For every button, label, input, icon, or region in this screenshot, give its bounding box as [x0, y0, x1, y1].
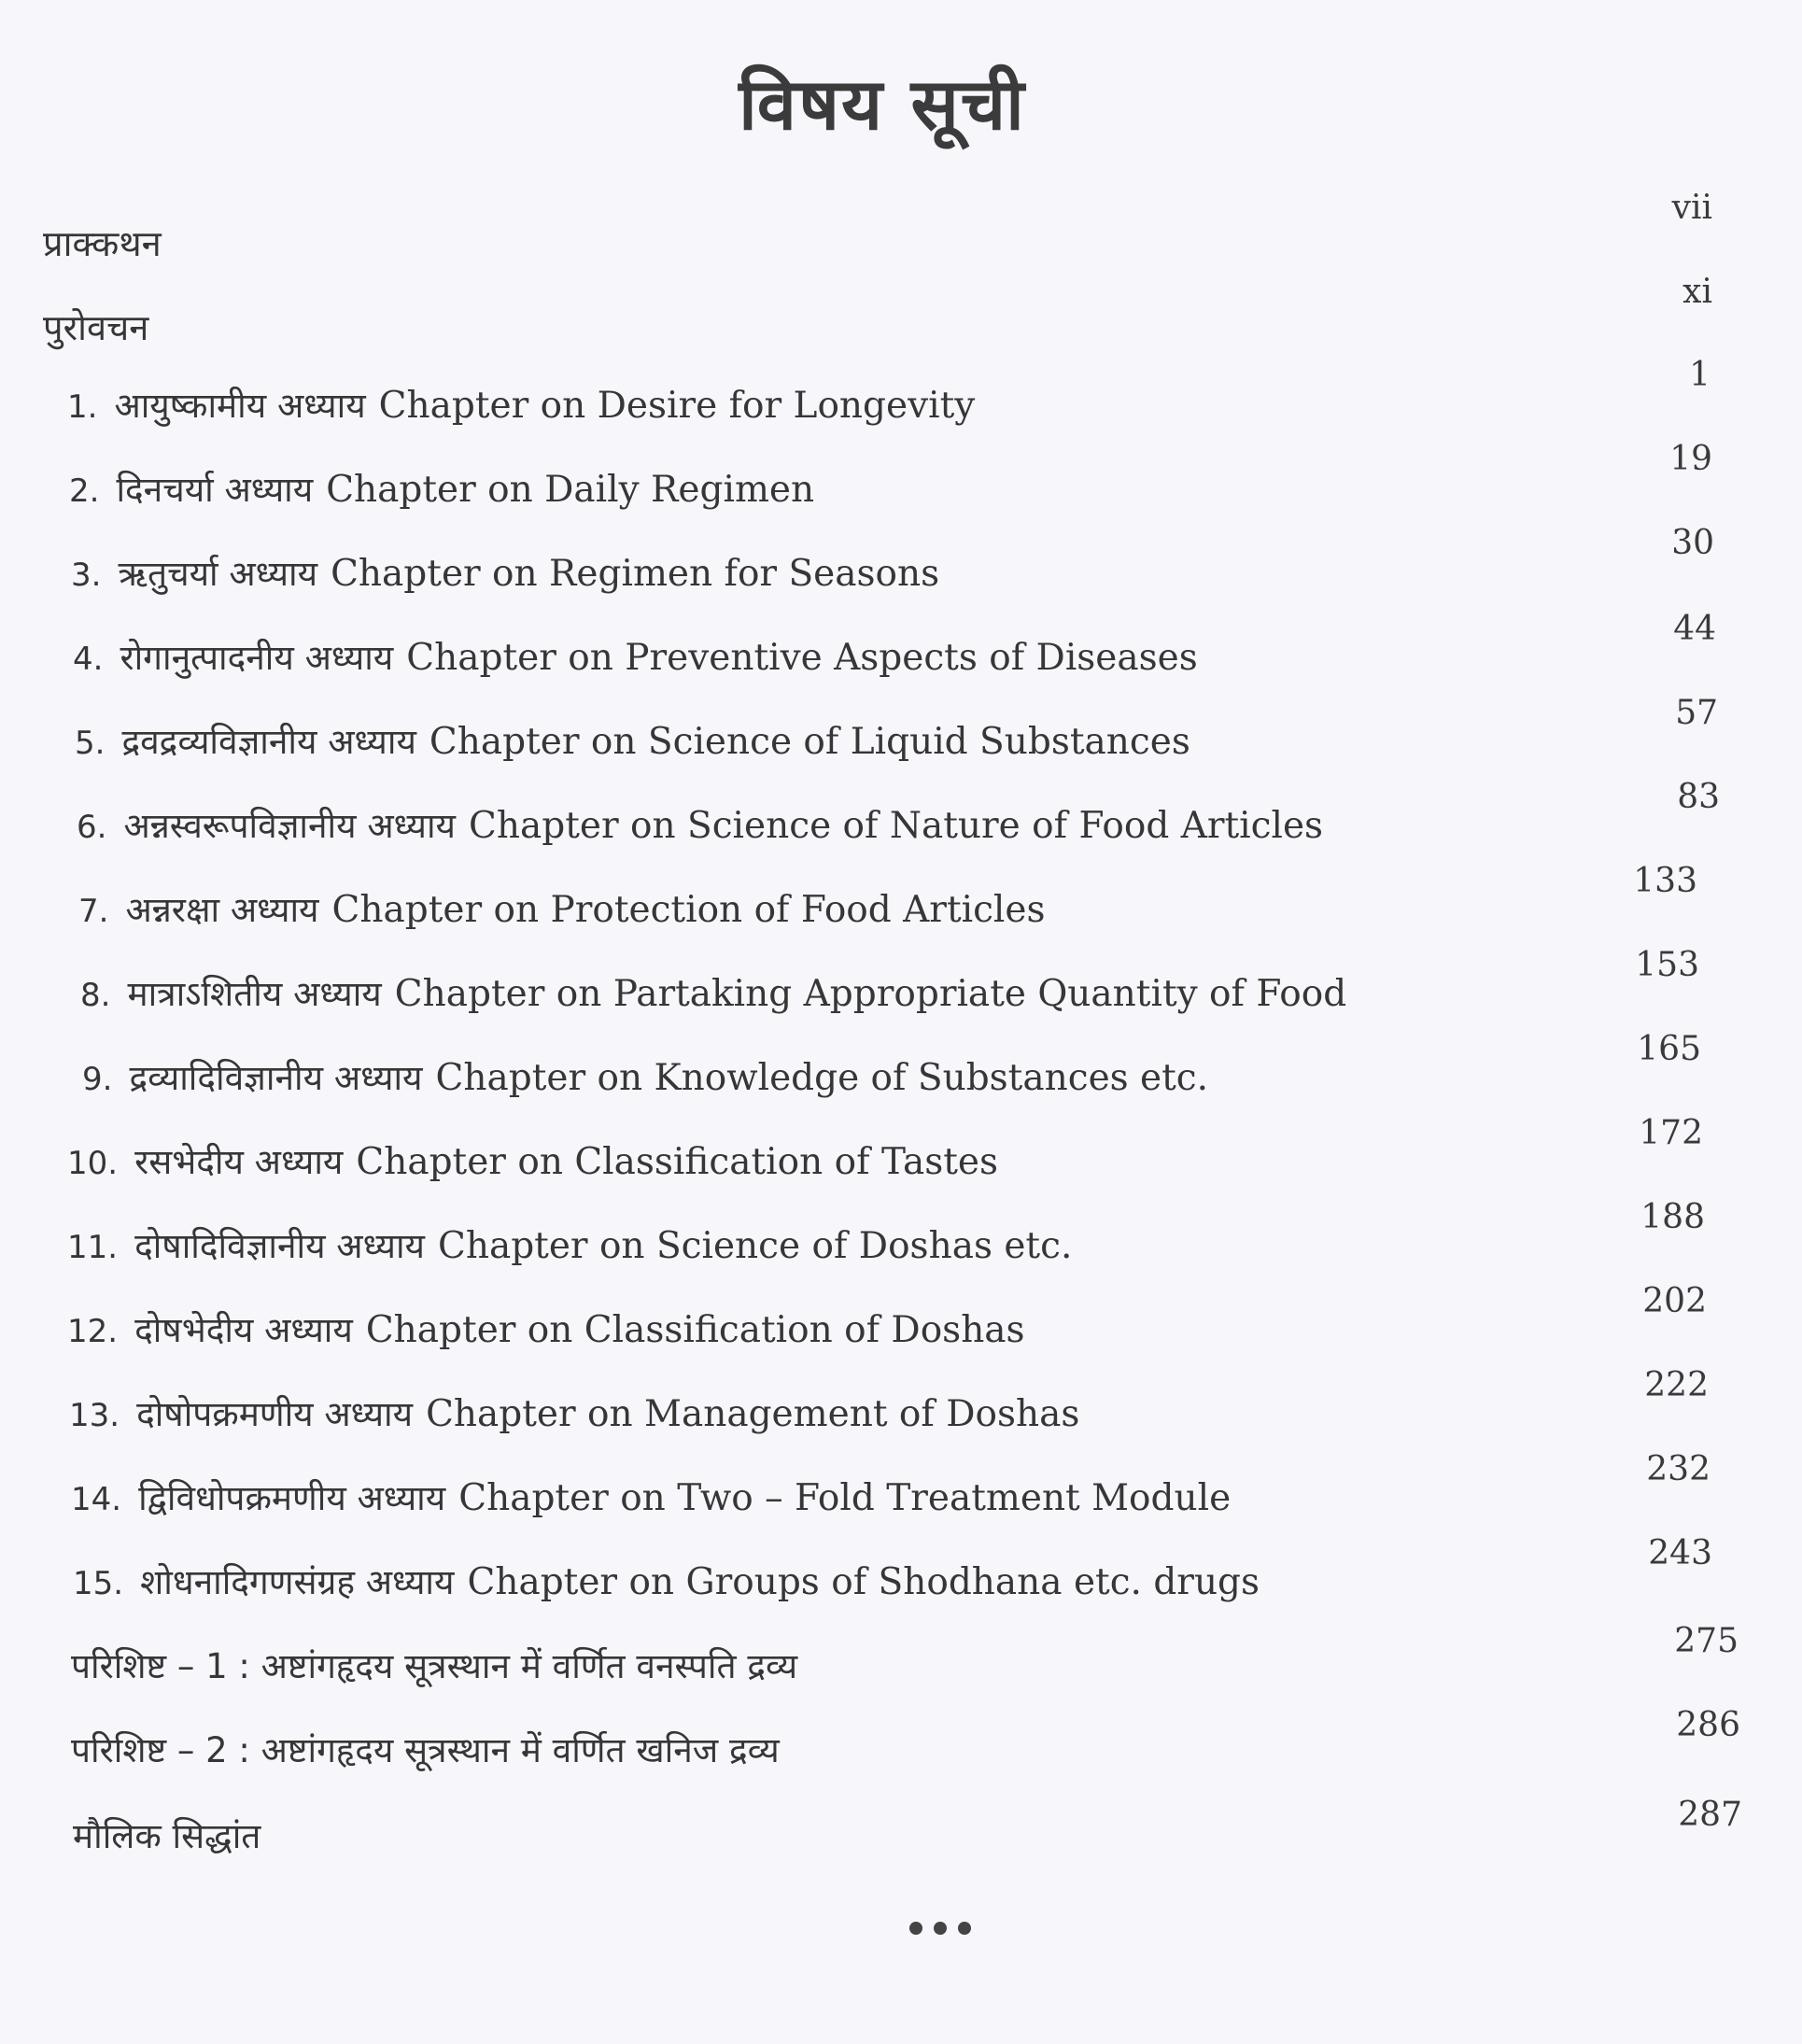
- entry-page-number: 287: [1678, 1796, 1742, 1834]
- entry-page-number: 243: [1648, 1534, 1712, 1572]
- toc-entry-chapter-2[interactable]: [0, 440, 1802, 523]
- entry-page-number: 30: [1671, 524, 1714, 562]
- entry-english-title: Chapter on Science of Nature of Food Articles: [469, 805, 1324, 847]
- entry-label: [73, 633, 1198, 684]
- entry-page-number: 133: [1633, 862, 1697, 900]
- entry-hindi-title: दिनचर्या अध्याय: [116, 470, 314, 510]
- entry-page-number: 172: [1639, 1114, 1703, 1152]
- toc-entry-chapter-12[interactable]: [0, 1282, 1802, 1363]
- entry-page-number: 286: [1676, 1706, 1740, 1744]
- entry-label: [69, 1389, 1079, 1440]
- toc-entry-chapter-5[interactable]: [0, 694, 1802, 775]
- entry-english-title: Chapter on Preventive Aspects of Diseases: [406, 637, 1198, 679]
- entry-page-number: 232: [1646, 1450, 1710, 1488]
- entry-label: [71, 549, 939, 599]
- toc-entry-maulik-siddhant[interactable]: [0, 1796, 1802, 1877]
- entry-label: [80, 969, 1346, 1020]
- entry-page-number: 165: [1637, 1030, 1701, 1068]
- dot-icon: [934, 1922, 947, 1935]
- toc-entry-chapter-9[interactable]: [0, 1030, 1802, 1111]
- toc-entry-chapter-8[interactable]: [0, 946, 1802, 1027]
- entry-page-number: 44: [1673, 610, 1716, 648]
- entry-number: 9.: [82, 1061, 113, 1098]
- dot-icon: [958, 1922, 971, 1935]
- entry-hindi-title: ऋतुचर्या अध्याय: [118, 554, 318, 594]
- entry-english-title: Chapter on Classification of Tastes: [356, 1141, 998, 1183]
- three-dots-ornament-icon: [908, 1918, 992, 1938]
- toc-entry-appendix-2[interactable]: [0, 1706, 1802, 1785]
- entry-hindi-title: रोगानुत्पादनीय अध्याय: [120, 638, 394, 678]
- entry-hindi-title: द्विविधोपक्रमणीय अध्याय: [138, 1478, 446, 1518]
- entry-label: [71, 1473, 1231, 1524]
- entry-page-number: 222: [1644, 1366, 1709, 1404]
- toc-entry-chapter-14[interactable]: [0, 1450, 1802, 1531]
- entry-label: [77, 801, 1323, 852]
- entry-english-title: Chapter on Partaking Appropriate Quantity of Food: [394, 973, 1347, 1015]
- entry-hindi-title: द्रवद्रव्यविज्ञानीय अध्याय: [121, 722, 416, 762]
- entry-page-number: 1: [1689, 356, 1710, 394]
- toc-entry-chapter-6[interactable]: [0, 778, 1802, 859]
- toc-entry-chapter-10[interactable]: [0, 1114, 1802, 1195]
- entry-label: [71, 1726, 780, 1775]
- dot-icon: [909, 1922, 922, 1935]
- entry-english-title: Chapter on Desire for Longevity: [378, 385, 976, 427]
- entry-page-number: vii: [1671, 189, 1712, 227]
- entry-hindi-title: परिशिष्ट – 1 : अष्टांगहृदय सूत्रस्थान में वर्णित वनस्पति द्रव्य: [71, 1646, 798, 1686]
- toc-entry-chapter-4[interactable]: [0, 610, 1802, 691]
- entry-label: [71, 1642, 797, 1691]
- entry-number: 14.: [71, 1481, 122, 1518]
- entry-hindi-title: प्राक्कथन: [43, 223, 162, 264]
- entry-number: 15.: [73, 1565, 124, 1602]
- entry-page-number: 57: [1675, 694, 1718, 732]
- toc-entry-chapter-13[interactable]: [0, 1366, 1802, 1447]
- toc-entry-chapter-1[interactable]: [0, 356, 1802, 439]
- entry-english-title: Chapter on Two – Fold Treatment Module: [458, 1477, 1232, 1519]
- toc-entry-prakkathan[interactable]: [0, 189, 1802, 275]
- entry-hindi-title: मौलिक सिद्धांत: [73, 1816, 261, 1856]
- entry-number: 8.: [80, 977, 111, 1014]
- entry-number: 3.: [71, 557, 102, 594]
- entry-hindi-title: आयुष्कामीय अध्याय: [114, 386, 366, 426]
- entry-hindi-title: अन्नरक्षा अध्याय: [125, 890, 319, 930]
- entry-label: [82, 1053, 1208, 1104]
- entry-label: [73, 1558, 1260, 1608]
- entry-number: 11.: [67, 1229, 119, 1266]
- entry-english-title: Chapter on Protection of Food Articles: [331, 889, 1046, 931]
- entry-page-number: 83: [1677, 778, 1720, 816]
- entry-hindi-title: परिशिष्ट – 2 : अष्टांगहृदय सूत्रस्थान में वर्णित खनिज द्रव्य: [71, 1730, 780, 1770]
- toc-entry-appendix-1[interactable]: [0, 1622, 1802, 1701]
- entry-number: 1.: [67, 388, 98, 426]
- entry-number: 6.: [77, 809, 107, 846]
- entry-label: [67, 1305, 1025, 1356]
- entry-english-title: Chapter on Daily Regimen: [326, 469, 815, 511]
- entry-page-number: 188: [1640, 1198, 1705, 1236]
- entry-hindi-title: दोषभेदीय अध्याय: [134, 1310, 353, 1350]
- entry-hindi-title: पुरोवचन: [43, 307, 149, 348]
- entry-label: [67, 381, 975, 431]
- entry-page-number: xi: [1682, 273, 1712, 311]
- entry-page-number: 275: [1674, 1622, 1739, 1660]
- entry-label: [67, 1221, 1072, 1272]
- entry-label: [75, 717, 1190, 768]
- entry-label: [73, 1811, 260, 1861]
- entry-english-title: Chapter on Knowledge of Substances etc.: [435, 1057, 1209, 1099]
- entry-number: 12.: [67, 1313, 119, 1350]
- entry-number: 10.: [67, 1145, 119, 1182]
- toc-entry-chapter-3[interactable]: [0, 524, 1802, 607]
- entry-english-title: Chapter on Groups of Shodhana etc. drugs: [467, 1561, 1260, 1603]
- toc-entry-chapter-15[interactable]: [0, 1534, 1802, 1615]
- entry-label: [69, 465, 814, 515]
- entry-label: [43, 303, 148, 352]
- toc-entry-chapter-11[interactable]: [0, 1198, 1802, 1279]
- entry-hindi-title: दोषादिविज्ञानीय अध्याय: [134, 1226, 425, 1266]
- entry-label: [78, 885, 1046, 936]
- entry-label: [67, 1137, 998, 1188]
- page-title: विषय सूची: [739, 63, 1026, 146]
- entry-hindi-title: शोधनादिगणसंग्रह अध्याय: [140, 1562, 455, 1602]
- entry-page-number: 19: [1669, 440, 1712, 478]
- entry-hindi-title: अन्नस्वरूपविज्ञानीय अध्याय: [123, 806, 457, 846]
- entry-number: 7.: [78, 893, 109, 930]
- entry-english-title: Chapter on Classification of Doshas: [365, 1309, 1025, 1351]
- entry-number: 13.: [69, 1397, 120, 1434]
- entry-hindi-title: रसभेदीय अध्याय: [134, 1142, 344, 1182]
- entry-english-title: Chapter on Management of Doshas: [426, 1393, 1080, 1435]
- entry-number: 2.: [69, 472, 100, 510]
- toc-entry-chapter-7[interactable]: [0, 862, 1802, 943]
- entry-english-title: Chapter on Science of Liquid Substances: [429, 721, 1190, 763]
- entry-number: 4.: [73, 641, 104, 678]
- entry-number: 5.: [75, 725, 106, 762]
- entry-label: [43, 219, 162, 268]
- entry-page-number: 202: [1642, 1282, 1707, 1320]
- entry-english-title: Chapter on Regimen for Seasons: [331, 553, 940, 595]
- entry-page-number: 153: [1635, 946, 1699, 984]
- entry-hindi-title: द्रव्यादिविज्ञानीय अध्याय: [129, 1058, 423, 1098]
- entry-english-title: Chapter on Science of Doshas etc.: [437, 1225, 1073, 1267]
- toc-entry-purovachan[interactable]: [0, 273, 1802, 359]
- entry-hindi-title: मात्राऽशितीय अध्याय: [127, 974, 382, 1014]
- entry-hindi-title: दोषोपक्रमणीय अध्याय: [136, 1394, 414, 1434]
